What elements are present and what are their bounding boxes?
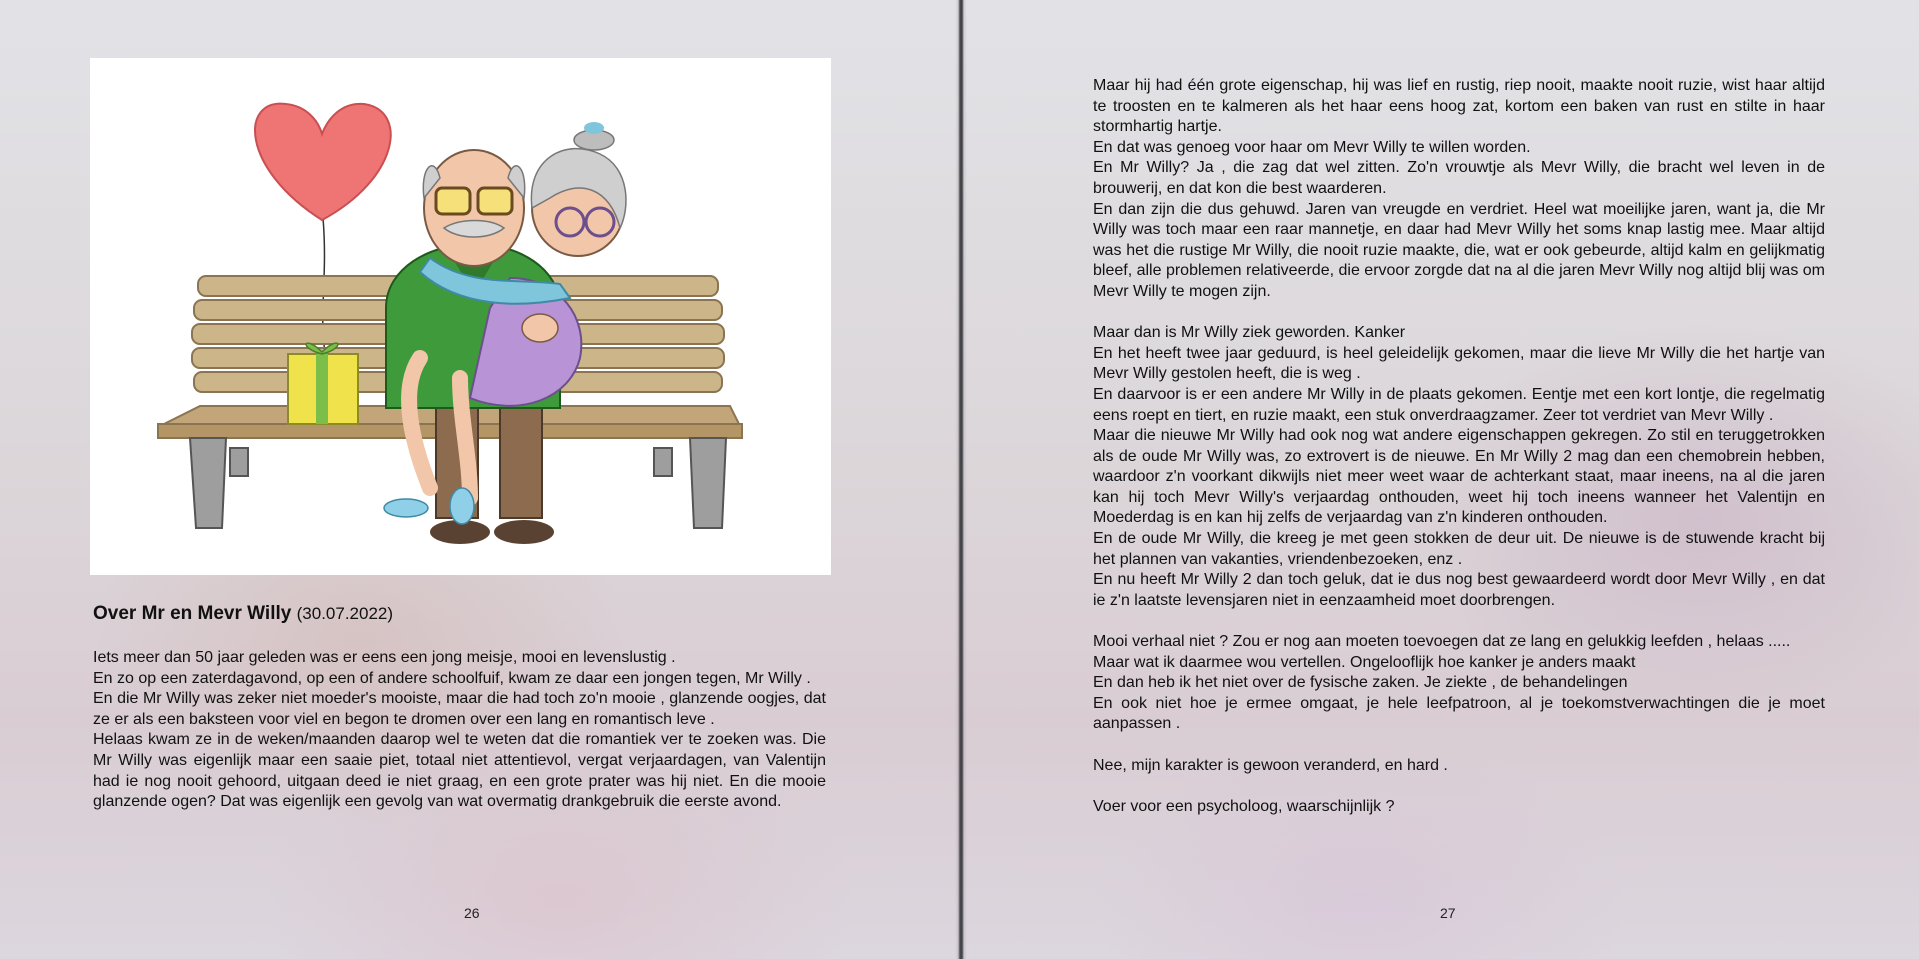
paragraph: Helaas kwam ze in de weken/maanden daarop wel te weten dat die romantiek ver te zoeken was. Die Mr Willy was eigenlijk maar een saaie piet, totaal niet attentievol, vergat verjaardagen, van Valentijn had ie nog nooit gehoord, uitgaan deed ie niet graag, en een grote prater was hij niet. En die mooie glanzende ogen? Dat was eigenlijk een gevolg van wat overmatig drankgebruik die eerste avond. — [93, 731, 826, 811]
paragraph-gap — [1093, 611, 1825, 632]
paragraph-gap — [1093, 303, 1825, 324]
paragraph: En de oude Mr Willy, die kreeg je met geen stokken de deur uit. De nieuwe is de stuwende kracht bij het plannen van vakanties, vriendenbezoeken, enz . — [1093, 530, 1825, 568]
page-number-left: 26 — [464, 905, 480, 921]
paragraph: Mooi verhaal niet ? Zou er nog aan moeten toevoegen dat ze lang en gelukkig leefden , helaas ..... — [1093, 633, 1791, 651]
book-spine — [955, 0, 967, 959]
paragraph: Maar hij had één grote eigenschap, hij was lief en rustig, riep nooit, maakte nooit ruzie, wist haar altijd te troosten en te kalmeren als het haar eens hoog zat, kortom een baken van rust en stilte in haar stormhartig hartje. — [1093, 77, 1825, 136]
paragraph: En nu heeft Mr Willy 2 dan toch geluk, dat ie dus nog best gewaardeerd wordt door Mevr Willy , en dat ie z'n laatste levensjaren niet in eenzaamheid moet doorbrengen. — [1093, 571, 1825, 609]
elderly-couple-on-bench-icon — [90, 58, 831, 575]
paragraph-gap — [1093, 735, 1825, 756]
paragraph-gap — [1093, 776, 1825, 797]
couple-bench-illustration — [90, 58, 831, 575]
paragraph: Maar dan is Mr Willy ziek geworden. Kanker — [1093, 324, 1406, 342]
paragraph: En die Mr Willy was zeker niet moeder's mooiste, maar die had toch zo'n mooie , glanzende oogjes, dat ze er als een baksteen voor viel en begon te dromen over een lang en romantisch leve . — [93, 690, 826, 728]
paragraph: En dat was genoeg voor haar om Mevr Willy te willen worden. — [1093, 138, 1531, 156]
story-heading — [93, 603, 833, 625]
story-title: Over Mr en Mevr Willy — [93, 603, 292, 624]
paragraph: En het heeft twee jaar geduurd, is heel geleidelijk gekomen, maar die lieve Mr Willy die het hartje van Mevr Willy gestolen heeft, die is weg . — [1093, 344, 1825, 383]
paragraph: Iets meer dan 50 jaar geleden was er eens een jong meisje, mooi en levenslustig . — [93, 649, 676, 666]
paragraph: En zo op een zaterdagavond, op een of andere schoolfuif, kwam ze daar een jongen tegen, Mr Willy . — [93, 669, 811, 687]
paragraph: En daarvoor is er een andere Mr Willy in de plaats gekomen. Eentje met een kort lontje, die regelmatig eens roept en tiert, en ruzie maakt, een stuk onverdraagzamer. Zeer tot verdriet van Mevr Willy . — [1093, 385, 1825, 424]
right-page-body — [1093, 76, 1825, 817]
page-number-right: 27 — [1440, 905, 1456, 921]
left-page — [0, 0, 955, 959]
paragraph: En dan heb ik het niet over de fysische zaken. Je ziekte , de behandelingen — [1093, 674, 1628, 692]
story-date: (30.07.2022) — [296, 604, 394, 623]
paragraph: Voer voor een psycholoog, waarschijnlijk ? — [1093, 797, 1395, 815]
paragraph: Nee, mijn karakter is gewoon veranderd, en hard . — [1093, 756, 1448, 774]
paragraph: En ook niet hoe je ermee omgaat, je hele leefpatroon, al je toekomstverwachtingen die je moet aanpassen . — [1093, 694, 1825, 733]
left-page-body — [93, 648, 826, 813]
paragraph: Maar wat ik daarmee wou vertellen. Ongelooflijk hoe kanker je anders maakt — [1093, 653, 1636, 671]
paragraph: Maar die nieuwe Mr Willy had ook nog wat andere eigenschappen gekregen. Zo stil en teruggetrokken als de oude Mr Willy was, zo extrovert is de nieuwe. En Mr Willy 2 mag dan een chemobrein hebben, waardoor z'n voorkant dikwijls niet meer weet waar de achterkant staat, maar ineens, na al die jaren kan hij toch Mevr Willy's verjaardag onthouden, weet hij toch ineens wanneer het Valentijn en Moederdag is en kan hij zelfs de verjaardag van z'n kinderen onthouden. — [1093, 427, 1825, 527]
paragraph: En Mr Willy? Ja , die zag dat wel zitten. Zo'n vrouwtje als Mevr Willy, die bracht wel leven in de brouwerij, en dat kon die best waarderen. — [1093, 159, 1825, 197]
paragraph: En dan zijn die dus gehuwd. Jaren van vreugde en verdriet. Heel wat moeilijke jaren, want ja, die Mr Willy was toch maar een raar mannetje, en daar had Mevr Willy het soms knap lastig mee. Maar altijd was het die rustige Mr Willy, die nooit ruzie maakte, die, wat er ook gebeurde, altijd kalm en gelijkmatig bleef, alle problemen relativeerde, die ervoor zorgde dat na al die jaren Mevr Willy nog altijd blij was om Mevr Willy te mogen zijn. — [1093, 200, 1825, 300]
